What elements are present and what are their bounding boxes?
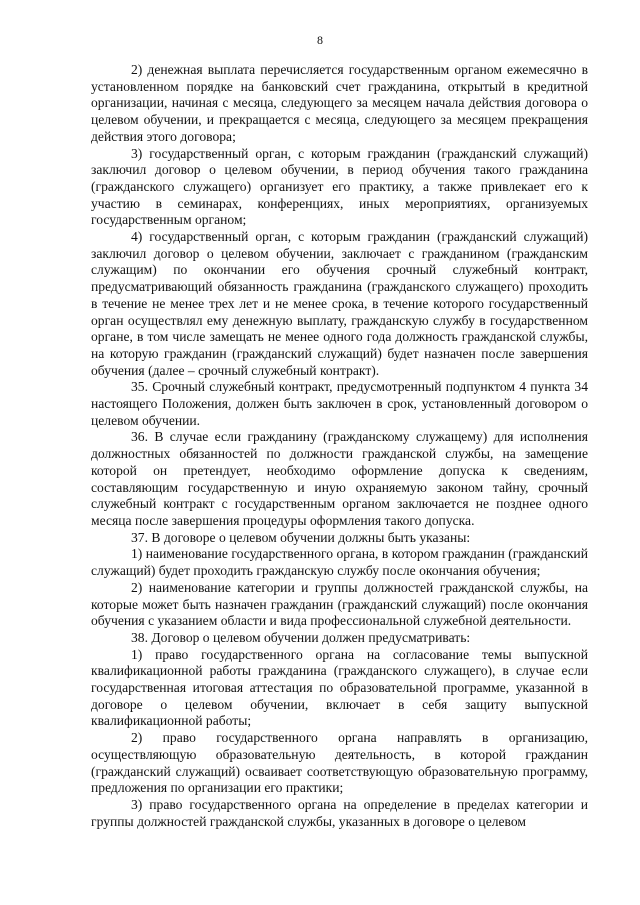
paragraph-clause-36: 36. В случае если гражданину (гражданскому служащему) для исполнения должностных обязанностей по должности гражданской службы, на замещение которой он претендует, необходимо оформление допуска к сведениям, составляющим государственную и иную охраняемую законом тайну, срочный служебный контракт с государственным органом заключается не позднее одного месяца после завершения процедуры оформления такого допуска. [91, 429, 588, 528]
paragraph-clause-37: 37. В договоре о целевом обучении должны быть указаны: [131, 529, 471, 545]
document-body [91, 62, 588, 830]
paragraph-clause-38-item-3: 3) право государственного органа на определение в пределах категории и группы должностей гражданской службы, указанных в договоре о целевом [91, 796, 588, 829]
paragraph-item-3-practice: 3) государственный орган, с которым гражданин (гражданский служащий) заключил договор о целевом обучении, в период обучения такого гражданина (гражданского служащего) организует его практику, а также привлекает его к участию в семинарах, конференциях, иных мероприятиях, организуемых государственным органом; [91, 145, 588, 228]
paragraph-clause-38-item-2: 2) право государственного органа направлять в организацию, осуществляющую образовательную деятельность, в которой гражданин (гражданский служащий) осваивает соответствующую образовательную программу, предложения по организации его практики; [91, 730, 588, 796]
paragraph-clause-37-item-2: 2) наименование категории и группы должностей гражданской службы, на которые может быть назначен гражданин (гражданский служащий) после окончания обучения с указанием области и вида профессиональной служебной деятельности. [91, 579, 588, 629]
paragraph-clause-37-item-1: 1) наименование государственного органа, в котором гражданин (гражданский служащий) будет проходить гражданскую службу после окончания обучения; [91, 546, 588, 579]
paragraph-clause-38: 38. Договор о целевом обучении должен предусматривать: [131, 629, 471, 645]
page-number: 8 [317, 33, 323, 47]
paragraph-clause-35: 35. Срочный служебный контракт, предусмотренный подпунктом 4 пункта 34 настоящего Положения, должен быть заключен в срок, установленный договором о целевом обучении. [91, 379, 588, 428]
paragraph-item-4-contract: 4) государственный орган, с которым гражданин (гражданский служащий) заключил договор о целевом обучении, заключает с гражданином (гражданским служащим) по окончании его обучения срочный служебный контракт, предусматривающий обязанность гражданина (гражданского служащего) проходить в течение не менее трех лет и не менее срока, в течение которого государственный орган осуществлял ему денежную выплату, гражданскую службу в государственном органе, в том числе замещать не менее одного года должность гражданской службы, на которую гражданин (гражданский служащий) будет назначен после завершения обучения (далее – срочный служебный контракт). [91, 229, 588, 378]
paragraph-item-2-payment: 2) денежная выплата перечисляется государственным органом ежемесячно в установленном порядке на банковский счет гражданина, открытый в кредитной организации, начиная с месяца, следующего за месяцем начала действия договора о целевом обучении, и прекращается с месяца, следующего за месяцем прекращения действия этого договора; [91, 62, 588, 144]
paragraph-clause-38-item-1: 1) право государственного органа на согласование темы выпускной квалификационной работы гражданина (гражданского служащего), в случае если государственная итоговая аттестация по образовательной программе, указанной в договоре о целевом обучении, включает в себя защиту выпускной квалификационной работы; [91, 646, 588, 729]
